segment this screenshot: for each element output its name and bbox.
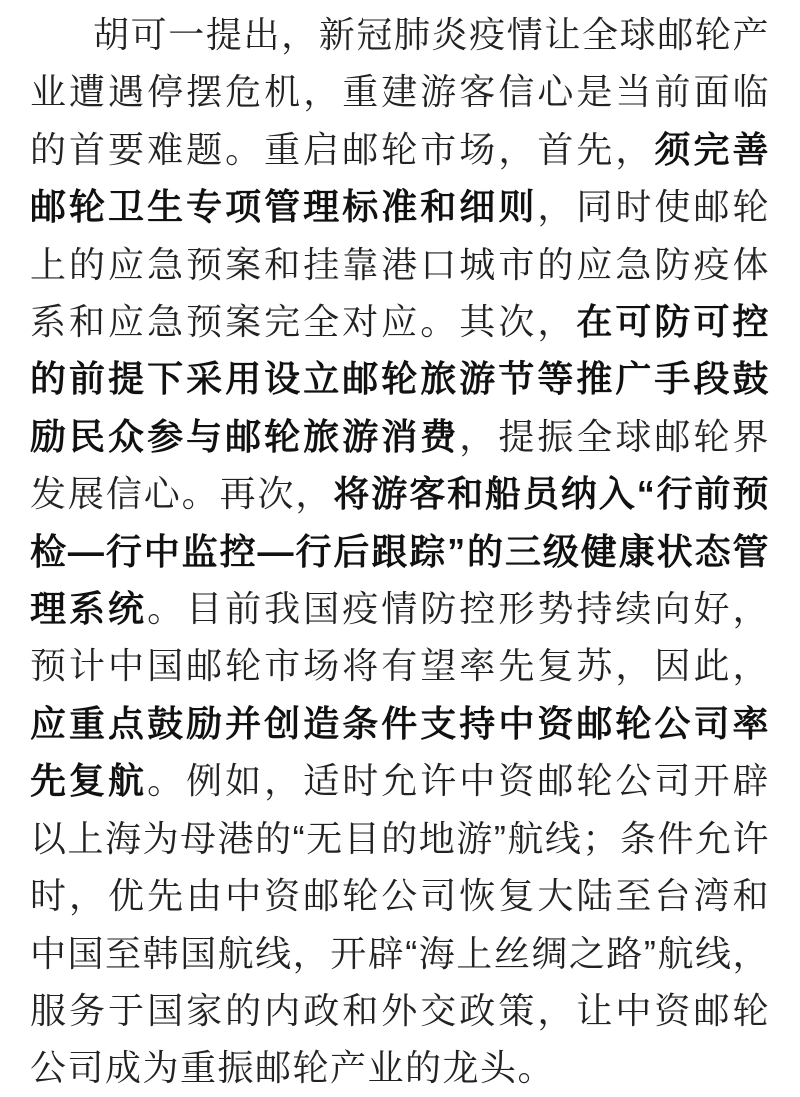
text-segment: 。目前我国疫情防控形势持续向好，预计中国邮轮市场将有望率先复苏，因此， [30,588,770,687]
text-segment: ，同时使邮轮上的应急预案和挂靠港口城市的应急防疫体系和应急预案完全对应。其次， [30,186,770,343]
bold-text-segment: 须完善邮轮卫生专项管理标准和细则 [30,128,770,228]
text-segment: 。例如，适时允许中资邮轮公司开辟以上海为母港的“无目的地游”航线；条件允许时，优先由中资邮轮公司恢复大陆至台湾和中国至韩国航线，开辟“海上丝绸之路”航线，服务于国家的内政和外交政策，让中资邮轮公司成为重振邮轮产业的龙头。 [30,760,770,1089]
article-paragraph [30,6,770,1097]
text-segment: ，提振全球邮轮界发展信心。再次， [30,415,770,515]
bold-text-segment: 应重点鼓励并创造条件支持中资邮轮公司率先复航 [30,702,770,802]
bold-text-segment: 将游客和船员纳入“行前预检—行中监控—行后跟踪”的三级健康状态管理系统 [30,473,770,630]
bold-text-segment: 在可防可控的前提下采用设立邮轮旅游节等推广手段鼓励民众参与邮轮旅游消费 [30,301,770,457]
text-segment: 胡可一提出，新冠肺炎疫情让全球邮轮产业遭遇停摆危机，重建游客信心是当前面临的首要难题。重启邮轮市场，首先， [30,14,770,170]
